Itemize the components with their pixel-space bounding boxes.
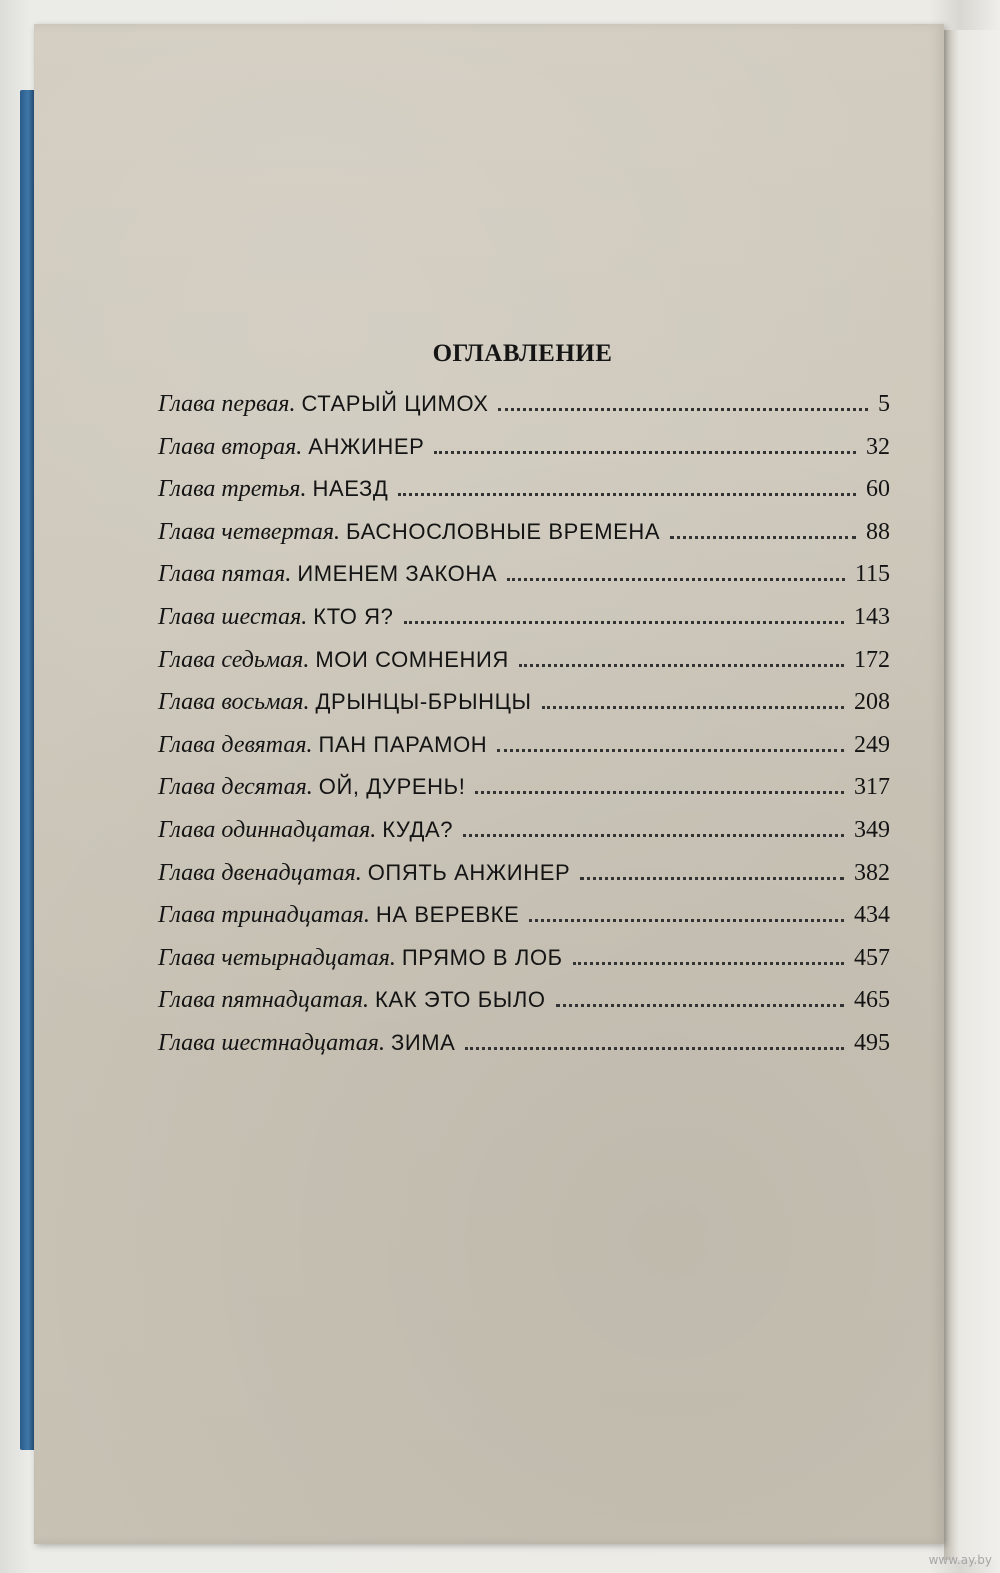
chapter-page-number: 317 [854, 774, 890, 801]
chapter-title: НА ВЕРЕВКЕ [375, 902, 520, 928]
toc-entry [158, 774, 890, 817]
toc-entry [158, 902, 890, 945]
dot-leader [556, 1004, 844, 1007]
toc-title: ОГЛАВЛЕНИЕ [432, 340, 613, 367]
dot-leader [497, 749, 844, 752]
toc-entry [158, 732, 890, 775]
chapter-separator: . [378, 1029, 385, 1056]
chapter-page-number: 115 [854, 561, 890, 588]
chapter-page-number: 143 [854, 603, 890, 630]
chapter-page-number: 382 [854, 859, 890, 886]
toc-entry [158, 561, 890, 604]
dot-leader [463, 834, 844, 837]
dot-leader [398, 493, 856, 496]
chapter-label: Глава десятая [158, 774, 307, 801]
chapter-separator: . [303, 689, 310, 716]
chapter-separator: . [334, 518, 341, 545]
toc-entry [158, 647, 890, 690]
toc-entry [158, 945, 890, 988]
chapter-page-number: 172 [854, 646, 890, 673]
chapter-label: Глава третья [158, 476, 301, 503]
chapter-label: Глава вторая [158, 433, 297, 460]
chapter-title: ПРЯМО В ЛОБ [401, 944, 563, 970]
adjacent-page-edge [944, 30, 1000, 1560]
chapter-label: Глава двенадцатая [158, 859, 356, 886]
chapter-label: Глава восьмая [158, 689, 304, 716]
chapter-page-number: 495 [854, 1029, 890, 1056]
chapter-separator: . [389, 944, 396, 971]
dot-leader [475, 791, 844, 794]
chapter-separator: . [303, 646, 310, 673]
chapter-page-number: 88 [866, 518, 890, 545]
chapter-label: Глава четвертая [158, 518, 335, 545]
dot-leader [498, 408, 868, 411]
chapter-title: ОПЯТЬ АНЖИНЕР [367, 859, 571, 885]
chapter-label: Глава девятая [158, 731, 307, 758]
chapter-separator: . [289, 391, 296, 417]
dot-leader [580, 877, 844, 880]
toc-entry [158, 689, 890, 732]
dot-leader [573, 962, 844, 965]
chapter-title: ПАН ПАРАМОН [318, 731, 488, 757]
dot-leader [529, 919, 844, 922]
toc-entry [158, 391, 890, 434]
toc-entry [158, 860, 890, 903]
chapter-label: Глава пятая [158, 561, 286, 588]
chapter-page-number: 5 [878, 391, 890, 417]
chapter-separator: . [306, 731, 313, 758]
dot-leader [542, 706, 844, 709]
chapter-label: Глава пятнадцатая [158, 987, 363, 1014]
toc-entry [158, 434, 890, 477]
dot-leader [507, 578, 845, 581]
chapter-page-number: 60 [866, 476, 890, 503]
dot-leader [519, 664, 844, 667]
chapter-page-number: 457 [854, 944, 890, 971]
chapter-title: КУДА? [382, 816, 454, 842]
chapter-separator: . [296, 433, 303, 460]
watermark: www.ay.by [928, 1553, 992, 1567]
chapter-separator: . [285, 561, 292, 588]
chapter-separator: . [300, 476, 307, 503]
chapter-separator: . [355, 859, 362, 886]
chapter-separator: . [363, 902, 370, 929]
chapter-separator: . [363, 987, 369, 1014]
toc-entry [158, 1030, 890, 1073]
chapter-label: Глава седьмая [158, 646, 304, 673]
toc-entry [158, 987, 890, 1030]
chapter-label: Глава одиннадцатая [158, 816, 371, 843]
chapter-title: НАЕЗД [312, 476, 389, 502]
dot-leader [670, 536, 856, 539]
chapter-title: БАСНОСЛОВНЫЕ ВРЕМЕНА [346, 518, 661, 544]
table-of-contents [158, 391, 890, 1073]
toc-entry [158, 476, 890, 519]
chapter-title: ДРЫНЦЫ-БРЫНЦЫ [315, 689, 532, 715]
chapter-title: ОЙ, ДУРЕНЬ! [318, 774, 466, 800]
toc-entry [158, 519, 890, 562]
chapter-title: АНЖИНЕР [308, 433, 425, 459]
chapter-title: МОИ СОМНЕНИЯ [315, 646, 509, 672]
dot-leader [404, 621, 845, 624]
chapter-label: Глава шестая [158, 603, 302, 630]
chapter-label: Глава шестнадцатая [158, 1029, 379, 1056]
chapter-label: Глава первая [158, 391, 290, 417]
dot-leader [465, 1047, 844, 1050]
chapter-title: КТО Я? [313, 603, 394, 629]
dot-leader [434, 451, 856, 454]
chapter-separator: . [301, 603, 308, 630]
chapter-title: КАК ЭТО БЫЛО [375, 987, 546, 1013]
chapter-page-number: 32 [866, 433, 890, 460]
chapter-separator: . [306, 774, 313, 801]
chapter-page-number: 249 [854, 731, 890, 758]
chapter-page-number: 208 [854, 689, 890, 716]
chapter-title: СТАРЫЙ ЦИМОХ [301, 391, 489, 416]
chapter-title: ИМЕНЕМ ЗАКОНА [297, 561, 498, 587]
toc-entry [158, 604, 890, 647]
chapter-page-number: 434 [854, 902, 890, 929]
chapter-page-number: 465 [854, 987, 890, 1014]
chapter-separator: . [370, 816, 377, 843]
chapter-page-number: 349 [854, 816, 890, 843]
chapter-label: Глава тринадцатая [158, 902, 364, 929]
chapter-label: Глава четырнадцатая [158, 944, 390, 971]
chapter-title: ЗИМА [390, 1029, 456, 1055]
toc-entry [158, 817, 890, 860]
